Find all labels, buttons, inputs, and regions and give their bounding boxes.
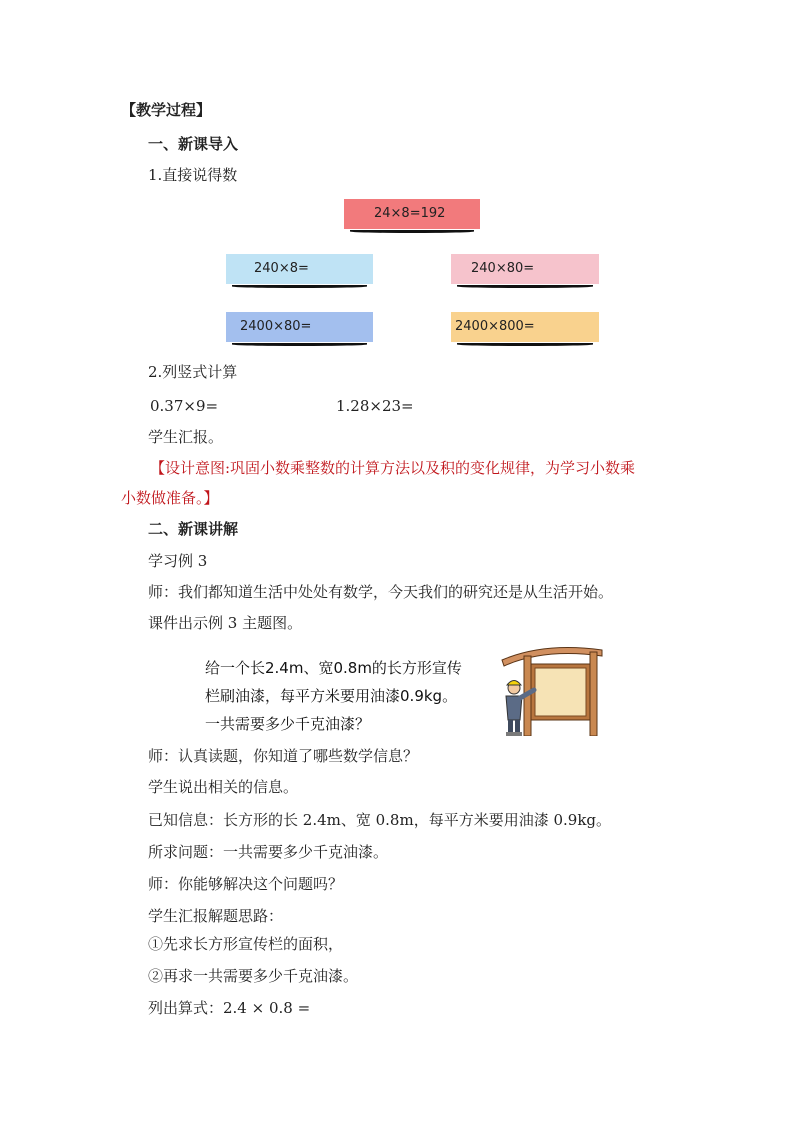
students-line-1: 学生说出相关的信息。 xyxy=(148,778,299,796)
card-240x80 xyxy=(451,254,599,284)
step-2: ②再求一共需要多少千克油漆。 xyxy=(148,967,359,985)
design-intent-line1: 【设计意图:巩固小数乘整数的计算方法以及积的变化规律，为学习小数乘 xyxy=(150,459,636,477)
question-line: 所求问题：一共需要多少千克油漆。 xyxy=(148,843,389,861)
card-text: 240×80= xyxy=(471,261,535,276)
calc-1: 0.37×9= xyxy=(150,397,219,415)
example-label: 学习例 3 xyxy=(148,552,208,570)
courseware-line: 课件出示例 3 主题图。 xyxy=(148,614,303,632)
known-info: 已知信息：长方形的长 2.4m、宽 0.8m，每平方米要用油漆 0.9kg。 xyxy=(148,811,612,829)
problem-line-1: 给一个长2.4m、宽0.8m的长方形宣传 xyxy=(205,659,462,677)
card-text: 24×8=192 xyxy=(374,206,446,221)
formula-line: 列出算式：2.4 × 0.8 = xyxy=(148,999,311,1017)
problem-line-2: 栏刷油漆，每平方米要用油漆0.9kg。 xyxy=(205,687,458,705)
problem-line-3: 一共需要多少千克油漆？ xyxy=(205,715,371,733)
card-2400x80 xyxy=(226,312,373,342)
design-intent-line2: 小数做准备。】 xyxy=(121,489,219,507)
card-text: 2400×800= xyxy=(455,319,535,334)
card-2400x800 xyxy=(451,312,599,342)
teacher-line-2: 师：认真读题，你知道了哪些数学信息？ xyxy=(148,747,419,765)
part2-heading: 二、新课讲解 xyxy=(148,520,239,538)
card-text: 240×8= xyxy=(254,261,309,276)
student-report: 学生汇报。 xyxy=(148,428,224,446)
students-line-2: 学生汇报解题思路： xyxy=(148,907,284,925)
part1-heading: 一、新课导入 xyxy=(148,135,239,153)
section-heading: 【教学过程】 xyxy=(121,101,212,119)
calc-2: 1.28×23= xyxy=(336,397,414,415)
step-1: ①先求长方形宣传栏的面积， xyxy=(148,935,344,953)
worker-painting-board-illustration xyxy=(484,640,608,736)
teacher-line-1: 师：我们都知道生活中处处有数学，今天我们的研究还是从生活开始。 xyxy=(148,583,614,601)
item2-label: 2.列竖式计算 xyxy=(148,363,238,381)
item1-label: 1.直接说得数 xyxy=(148,166,238,184)
card-240x8 xyxy=(226,254,373,284)
teacher-line-3: 师：你能够解决这个问题吗？ xyxy=(148,875,344,893)
card-text: 2400×80= xyxy=(240,319,312,334)
card-24x8 xyxy=(344,199,480,229)
